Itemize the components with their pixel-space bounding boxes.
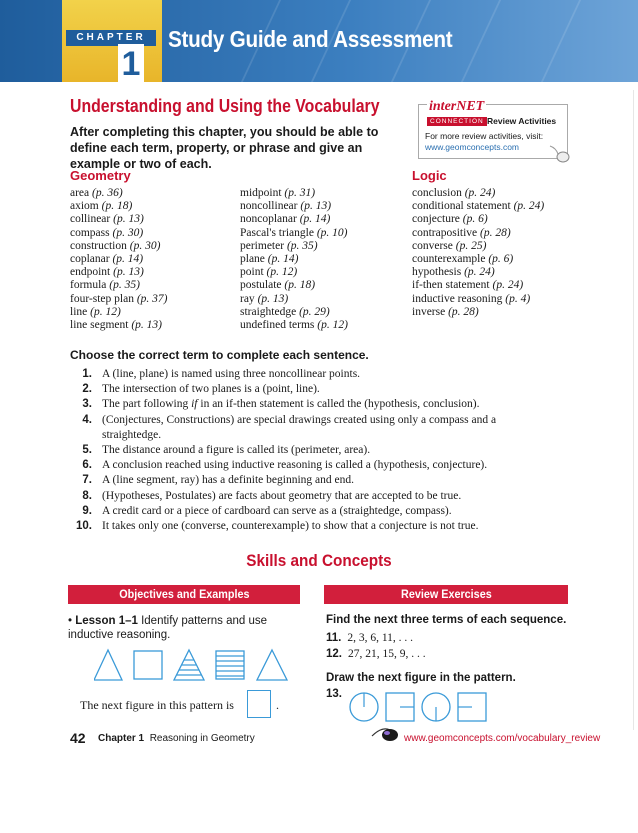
- exercise-item: [70, 504, 540, 519]
- vocab-term: [70, 319, 168, 332]
- exercise-number: 9.: [82, 504, 92, 517]
- term-page-ref: (p. 13): [113, 266, 144, 279]
- internet-logo: interNET: [429, 99, 485, 114]
- footer-link[interactable]: www.geomconcepts.com/vocabulary_review: [404, 733, 601, 744]
- vocab-term: [412, 200, 544, 213]
- term-text: perimeter: [240, 239, 285, 252]
- exercise-item: [70, 473, 540, 488]
- term-text: undefined terms: [240, 319, 315, 332]
- internet-connection-box: [418, 99, 568, 159]
- term-text: inverse: [412, 305, 446, 318]
- term-page-ref: (p. 13): [300, 200, 332, 213]
- vocabulary-intro: After completing this chapter, you should be able to define each term, property, or phrase and give an example or two of each.: [70, 125, 379, 171]
- exercise-text: The distance around a figure is called its (perimeter, area).: [102, 444, 371, 457]
- vocab-term: [412, 306, 544, 319]
- vocab-term: [412, 187, 544, 200]
- exercise-number: 4.: [82, 413, 92, 426]
- vocab-term: [70, 227, 168, 240]
- vocab-term: [240, 279, 348, 292]
- vocab-term: [70, 253, 168, 266]
- vocab-term: [412, 213, 544, 226]
- term-text: inductive reasoning: [412, 292, 503, 305]
- striped-square-shape: [216, 651, 244, 679]
- term-text: straightedge: [240, 305, 297, 318]
- term-page-ref: (p. 4): [505, 292, 531, 305]
- term-text: ray: [240, 292, 255, 305]
- term-text: noncollinear: [240, 200, 298, 213]
- exercise-13: 13.: [326, 688, 342, 700]
- vocab-term: [70, 293, 168, 306]
- review-activities-label: Review Activities: [487, 116, 557, 126]
- term-page-ref: (p. 12): [317, 319, 348, 332]
- exercise-number: 5.: [82, 444, 92, 457]
- term-text: construction: [70, 239, 127, 252]
- exercise-text: if: [191, 398, 198, 411]
- term-page-ref: (p. 28): [480, 226, 511, 239]
- page-edge: [633, 90, 634, 730]
- vocab-term: [412, 253, 544, 266]
- exercise-number: 3.: [82, 398, 92, 411]
- footer-chapter: Chapter 1 Reasoning in Geometry: [98, 733, 255, 744]
- exercise-instruction: Choose the correct term to complete each sentence.: [70, 348, 369, 362]
- chapter-number: 1: [118, 44, 144, 82]
- term-page-ref: (p. 12): [90, 305, 121, 318]
- exercise-12: 12. 27, 21, 15, 9, . . .: [326, 648, 426, 660]
- exercise-text: The part following: [102, 398, 192, 411]
- exercise-number: 6.: [82, 459, 92, 472]
- term-page-ref: (p. 14): [299, 213, 331, 226]
- circle-up-line-shape: [350, 693, 378, 721]
- exercise-number: 10.: [76, 520, 92, 533]
- exercise-text: (Conjectures, Constructions) are special drawings created using only a compass and a straightedge.: [102, 413, 497, 441]
- term-text: counterexample: [412, 253, 486, 266]
- exercise-text: (Hypotheses, Postulates) are facts about geometry that are accepted to be true.: [102, 489, 462, 502]
- term-page-ref: (p. 30): [112, 226, 144, 239]
- review-header: Review Exercises: [324, 585, 568, 604]
- term-text: conjecture: [412, 213, 460, 226]
- vocab-term: [240, 319, 348, 332]
- term-page-ref: (p. 36): [92, 187, 123, 199]
- logic-heading: Logic: [412, 168, 447, 183]
- term-text: endpoint: [70, 266, 111, 279]
- logic-terms: [412, 187, 544, 319]
- vocab-term: [70, 279, 168, 292]
- term-page-ref: (p. 25): [455, 239, 487, 252]
- term-text: compass: [70, 226, 110, 239]
- term-page-ref: (p. 18): [101, 200, 133, 213]
- exercise-number: 1.: [82, 368, 92, 380]
- exercise-item: [70, 489, 540, 504]
- vocab-term: [70, 187, 168, 200]
- term-text: postulate: [240, 279, 282, 292]
- exercise-item: [70, 458, 540, 473]
- term-page-ref: (p. 13): [113, 213, 144, 226]
- exercise-text: A (line, plane) is named using three noncollinear points.: [102, 368, 361, 380]
- term-page-ref: (p. 35): [109, 279, 140, 292]
- term-page-ref: (p. 6): [462, 213, 488, 226]
- triangle-shape: [257, 650, 287, 680]
- term-page-ref: (p. 37): [136, 292, 168, 305]
- triangle-shape: [94, 650, 122, 680]
- geometry-heading: Geometry: [70, 168, 131, 183]
- exercise-item: [70, 443, 540, 458]
- term-page-ref: (p. 24): [513, 200, 545, 213]
- vocab-term: [70, 306, 168, 319]
- term-text: Pascal's triangle: [240, 226, 314, 239]
- term-page-ref: (p. 6): [488, 253, 514, 266]
- answer-square-figure: [247, 690, 271, 718]
- exercise-item: [70, 397, 540, 412]
- vocab-term: [412, 279, 544, 292]
- square-shape: [134, 651, 162, 679]
- vocab-term: [412, 240, 544, 253]
- chapter-banner: [0, 0, 638, 82]
- exercise-number: 2.: [82, 383, 92, 396]
- vocab-term: [412, 266, 544, 279]
- vocab-term: [240, 306, 348, 319]
- lesson-label: Lesson 1–1: [75, 615, 138, 627]
- sentence-period: .: [276, 698, 279, 712]
- exercise-text: in an if-then statement is called the (hypothesis, conclusion).: [197, 398, 480, 411]
- term-text: converse: [412, 239, 453, 252]
- next-figure-text: The next figure in this pattern is: [80, 698, 234, 712]
- term-page-ref: (p. 24): [492, 279, 524, 292]
- exercise-item: [70, 367, 540, 382]
- exercise-text: The intersection of two planes is a (point, line).: [102, 383, 320, 396]
- term-page-ref: (p. 24): [464, 266, 495, 279]
- term-text: formula: [70, 279, 107, 292]
- term-page-ref: (p. 29): [299, 305, 330, 318]
- term-text: if-then statement: [412, 279, 490, 292]
- exercise-text: A (line segment, ray) has a definite beginning and end.: [102, 474, 354, 487]
- geometry-terms-col1: [70, 187, 168, 332]
- review-activities-link[interactable]: www.geomconcepts.com: [425, 142, 520, 152]
- vocab-term: [240, 200, 348, 213]
- review-activities-text: For more review activities, visit:: [425, 131, 544, 141]
- pattern-13-figures: [348, 690, 488, 724]
- vocab-term: [70, 213, 168, 226]
- term-page-ref: (p. 12): [266, 266, 298, 279]
- bullet: •: [68, 615, 73, 627]
- term-page-ref: (p. 13): [131, 319, 162, 332]
- square-right-line-shape: [386, 693, 414, 721]
- term-page-ref: (p. 14): [267, 253, 299, 266]
- term-page-ref: (p. 18): [284, 279, 316, 292]
- term-text: line: [70, 305, 88, 318]
- term-text: contrapositive: [412, 226, 478, 239]
- skills-heading: Skills and Concepts: [246, 551, 392, 570]
- term-page-ref: (p. 28): [448, 305, 479, 318]
- connection-badge: CONNECTION: [427, 117, 487, 126]
- term-page-ref: (p. 14): [112, 253, 144, 266]
- term-text: point: [240, 266, 264, 279]
- vocab-term: [240, 240, 348, 253]
- vocab-term: [240, 266, 348, 279]
- sequence-instruction: Find the next three terms of each sequence.: [326, 614, 567, 626]
- term-text: four-step plan: [70, 292, 134, 305]
- exercise-11: 11. 2, 3, 6, 11, . . .: [326, 632, 414, 644]
- term-text: plane: [240, 253, 265, 266]
- page-title: Study Guide and Assessment: [168, 26, 453, 52]
- exercise-item: [70, 413, 540, 443]
- vocab-term: [70, 240, 168, 253]
- term-page-ref: (p. 35): [286, 239, 318, 252]
- mouse-icon: [548, 144, 572, 164]
- pattern-instruction: Draw the next figure in the pattern.: [326, 672, 516, 684]
- lesson-text: Identify patterns and use inductive reasoning.: [68, 615, 268, 641]
- term-page-ref: (p. 31): [284, 187, 316, 199]
- circle-down-line-shape: [422, 693, 450, 721]
- exercise-number: 8.: [82, 489, 92, 502]
- exercise-item: [70, 519, 540, 534]
- exercise-number: 7.: [82, 474, 92, 487]
- term-text: hypothesis: [412, 266, 462, 279]
- term-text: collinear: [70, 213, 111, 226]
- term-text: line segment: [70, 319, 129, 332]
- term-page-ref: (p. 10): [316, 226, 348, 239]
- geometry-terms-col2: [240, 187, 348, 332]
- term-text: noncoplanar: [240, 213, 297, 226]
- striped-triangle-shape: [174, 650, 204, 680]
- vocab-term: [240, 213, 348, 226]
- term-page-ref: (p. 24): [464, 187, 496, 199]
- term-text: midpoint: [240, 187, 282, 199]
- exercise-list: [70, 367, 540, 534]
- mouse-icon: [370, 722, 400, 744]
- term-text: area: [70, 187, 90, 199]
- vocab-term: [412, 293, 544, 306]
- vocab-term: [240, 227, 348, 240]
- term-page-ref: (p. 30): [129, 239, 161, 252]
- vocab-term: [240, 293, 348, 306]
- vocab-term: [70, 200, 168, 213]
- objectives-header: Objectives and Examples: [68, 585, 300, 604]
- chapter-label: CHAPTER: [66, 30, 156, 46]
- page-number: 42: [70, 730, 86, 746]
- exercise-item: [70, 382, 540, 397]
- vocab-term: [240, 187, 348, 200]
- exercise-text: It takes only one (converse, counterexample) to show that a conjecture is not true.: [102, 520, 479, 533]
- lesson-objective: [68, 614, 298, 642]
- term-text: conditional statement: [412, 200, 511, 213]
- term-text: conclusion: [412, 187, 462, 199]
- vocabulary-heading: Understanding and Using the Vocabulary: [70, 96, 380, 116]
- term-text: axiom: [70, 200, 99, 213]
- square-left-line-shape: [458, 693, 486, 721]
- term-text: coplanar: [70, 253, 110, 266]
- exercise-text: A conclusion reached using inductive reasoning is called a (hypothesis, conjecture).: [102, 459, 488, 472]
- vocab-term: [70, 266, 168, 279]
- vocab-term: [240, 253, 348, 266]
- exercise-text: A credit card or a piece of cardboard can serve as a (straightedge, compass).: [102, 504, 452, 517]
- term-page-ref: (p. 13): [257, 292, 289, 305]
- pattern-figures: [94, 648, 294, 682]
- vocab-term: [412, 227, 544, 240]
